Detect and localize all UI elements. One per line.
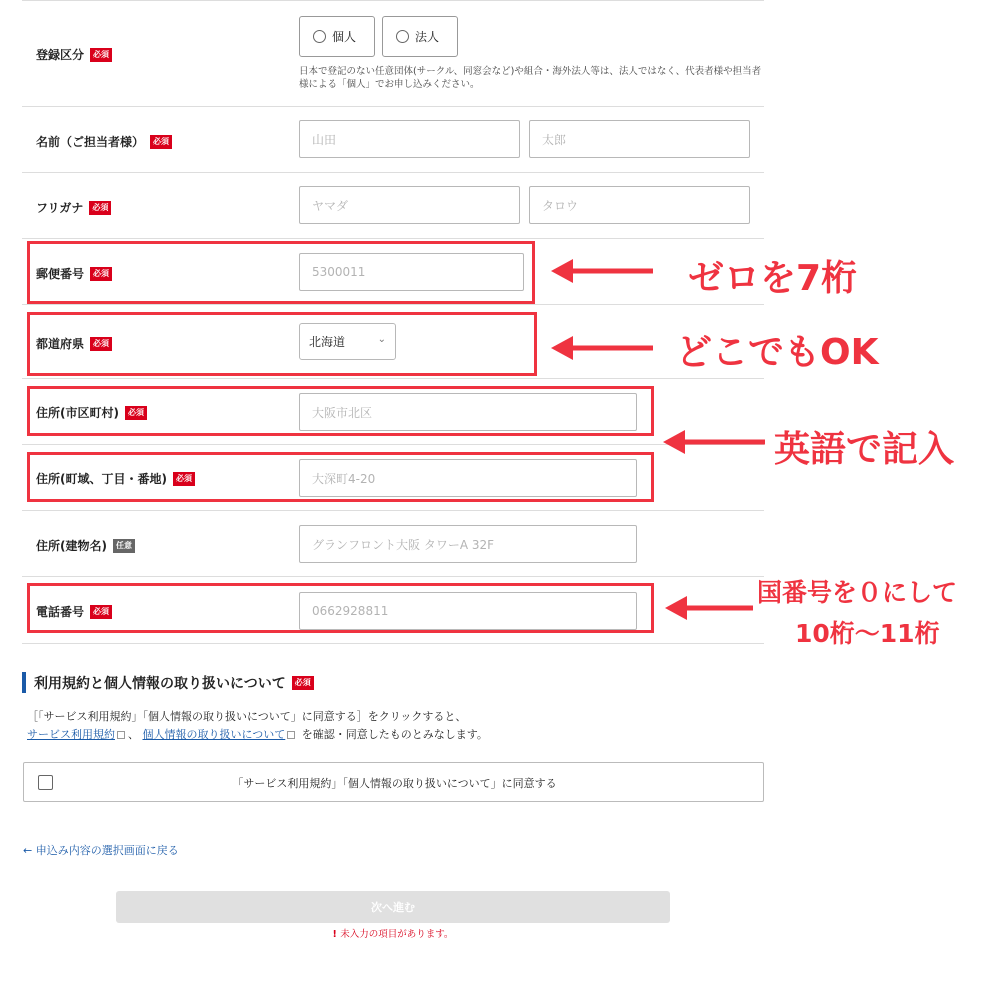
name-label: 名前（ご担当者様）	[36, 135, 145, 149]
terms-section-title	[22, 672, 314, 693]
terms-line1: ［「サービス利用規約」「個人情報の取り扱いについて」に同意する］をクリックすると、	[27, 710, 467, 723]
phone-annotation-line1: 国番号を０にして	[757, 578, 958, 607]
street-input[interactable]: 大深町4-20	[299, 459, 637, 497]
arrow-left-icon	[665, 593, 755, 623]
required-badge: 必須	[90, 605, 112, 619]
terms-line2	[27, 726, 488, 744]
name-row	[22, 107, 764, 173]
postal-code-label: 郵便番号	[36, 267, 85, 281]
agree-checkbox-row[interactable]	[23, 762, 764, 802]
phone-annotation-line2: 10桁〜11桁	[795, 619, 940, 648]
city-highlight	[27, 386, 654, 436]
agree-label: 「サービス利用規約」「個人情報の取り扱いについて」に同意する	[232, 777, 557, 790]
radio-circle-icon	[396, 30, 409, 43]
radio-individual[interactable]	[299, 16, 375, 57]
next-button-label: 次へ進む	[371, 901, 415, 914]
registration-note: 日本で登記のない任意団体(サークル、同窓会など)や組合・海外法人等は、法人ではなく、代表者様や担当者様による「個人」でお申し込みください。	[299, 66, 762, 90]
required-badge: 必須	[292, 676, 314, 690]
postal-code-highlight	[27, 241, 535, 304]
first-name-kana-input[interactable]: タロウ	[529, 186, 750, 224]
arrow-left-icon	[551, 333, 655, 363]
required-badge: 必須	[90, 267, 112, 281]
street-label: 住所(町域、丁目・番地)	[36, 472, 167, 486]
phone-input[interactable]: 0662928811	[299, 592, 637, 630]
agree-checkbox[interactable]	[38, 775, 53, 790]
city-label: 住所(市区町村)	[36, 406, 119, 420]
prefecture-highlight	[27, 312, 537, 376]
radio-circle-icon	[313, 30, 326, 43]
external-link-icon	[287, 731, 295, 739]
chevron-down-icon: ⌄	[377, 334, 386, 345]
back-link[interactable]: ← 申込み内容の選択画面に戻る	[23, 844, 179, 857]
building-input[interactable]: グランフロント大阪 タワーA 32F	[299, 525, 637, 563]
next-button[interactable]	[116, 891, 670, 923]
prefecture-annotation: どこでもOK	[676, 332, 879, 373]
furigana-row	[22, 173, 764, 239]
error-text: 未入力の項目があります。	[340, 929, 454, 940]
prefecture-value: 北海道	[309, 335, 346, 349]
furigana-label: フリガナ	[36, 201, 84, 215]
required-badge: 必須	[150, 135, 172, 149]
arrow-left-icon	[663, 427, 767, 457]
city-input[interactable]: 大阪市北区	[299, 393, 637, 431]
radio-individual-label: 個人	[332, 30, 357, 44]
arrow-left-icon	[551, 256, 655, 286]
building-row	[22, 511, 764, 577]
required-badge: 必須	[90, 48, 112, 62]
required-badge: 必須	[173, 472, 195, 486]
phone-highlight	[27, 583, 654, 633]
prefecture-label: 都道府県	[36, 337, 85, 351]
postal-code-input[interactable]: 5300011	[299, 253, 524, 291]
privacy-policy-link[interactable]: 個人情報の取り扱いについて	[142, 728, 286, 741]
terms-line2-tail: を確認・同意したものとみなします。	[301, 728, 488, 741]
registration-type-row	[22, 1, 764, 107]
service-terms-link[interactable]: サービス利用規約	[27, 728, 115, 741]
external-link-icon	[117, 731, 125, 739]
error-message	[0, 926, 786, 940]
postal-annotation: ゼロを7桁	[688, 258, 858, 299]
terms-separator: 、	[128, 728, 139, 741]
terms-description	[27, 708, 488, 744]
exclamation-icon: !	[332, 929, 341, 940]
terms-title-text: 利用規約と個人情報の取り扱いについて	[34, 675, 286, 692]
phone-label: 電話番号	[36, 605, 85, 619]
required-badge: 必須	[90, 337, 112, 351]
building-label: 住所(建物名)	[36, 539, 107, 553]
radio-corporate[interactable]	[382, 16, 458, 57]
optional-badge: 任意	[113, 539, 135, 553]
last-name-kana-input[interactable]: ヤマダ	[299, 186, 520, 224]
last-name-input[interactable]: 山田	[299, 120, 520, 158]
required-badge: 必須	[89, 201, 111, 215]
registration-type-label: 登録区分	[36, 48, 85, 62]
street-highlight	[27, 452, 654, 502]
radio-corporate-label: 法人	[415, 30, 440, 44]
required-badge: 必須	[125, 406, 147, 420]
address-annotation: 英語で記入	[774, 429, 955, 470]
first-name-input[interactable]: 太郎	[529, 120, 750, 158]
